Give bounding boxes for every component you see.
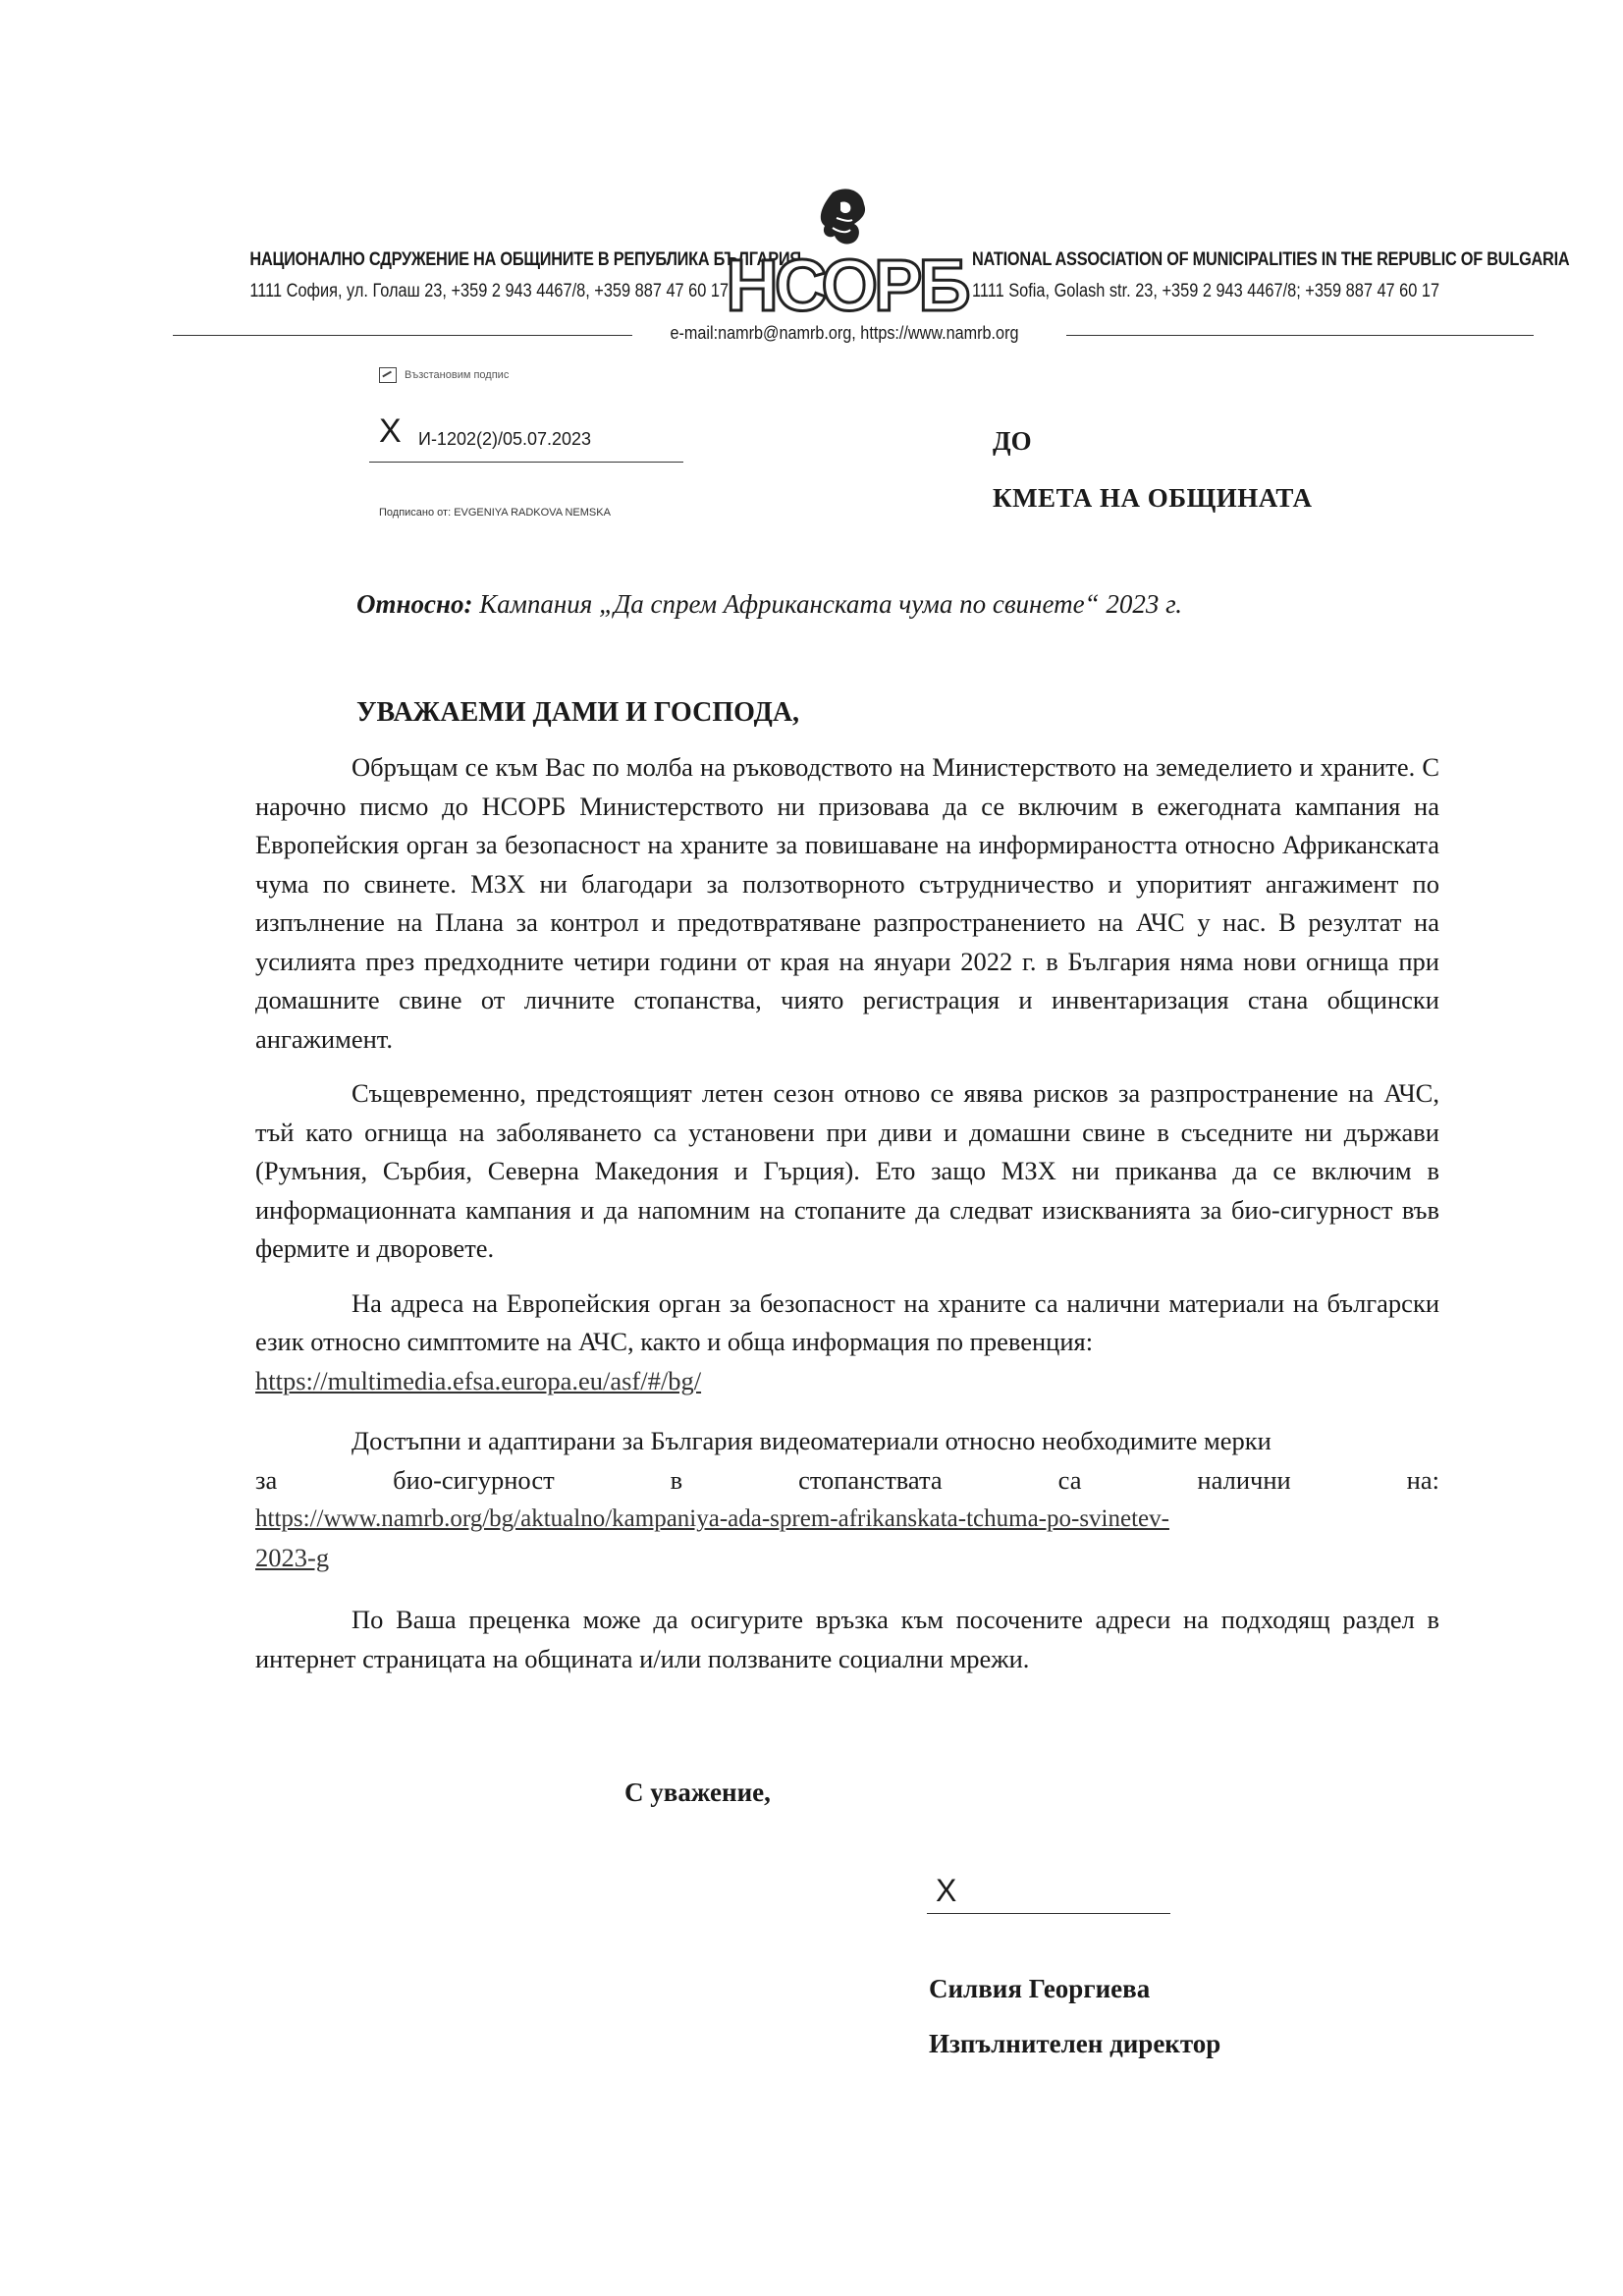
addressee-to: ДО xyxy=(993,426,1032,456)
paragraph-4: Достъпни и адаптирани за България видеоматериали относно необходимите мерки xyxy=(352,1426,1271,1455)
org-contacts: e-mail:namrb@namrb.org, https://www.namrb.org xyxy=(670,323,1019,343)
document-reference: И-1202(2)/05.07.2023 xyxy=(418,429,592,449)
org-address-en: 1111 Sofia, Golash str. 23, +359 2 943 4467/8; +359 887 47 60 17 xyxy=(972,281,1440,301)
p4-word: на: xyxy=(1406,1464,1439,1495)
efsa-link[interactable]: https://multimedia.efsa.europa.eu/asf/#/bg/ xyxy=(255,1365,702,1395)
org-name-bg: НАЦИОНАЛНО СДРУЖЕНИЕ НА ОБЩИНИТЕ В РЕПУБЛИКА БЪЛГАРИЯ xyxy=(249,249,801,270)
signature-caption: Възстановим подпис xyxy=(405,369,510,381)
p4-word: био-сигурност xyxy=(393,1464,555,1495)
subject-label: Относно: xyxy=(356,589,473,619)
lion-logo-icon xyxy=(726,185,967,326)
org-address-bg: 1111 София, ул. Голаш 23, +359 2 943 4467/8, +359 887 47 60 17 xyxy=(249,281,730,301)
svg-text:НСОРБ: НСОРБ xyxy=(726,245,967,326)
paragraph-5: По Ваша преценка може да осигурите връзка към посочените адреси на подходящ раздел в интернет страницата на общината и/или ползваните социални мрежи. xyxy=(255,1605,1439,1673)
letterhead-bg xyxy=(173,249,801,302)
p4-word: в xyxy=(670,1464,683,1495)
efsa-link-row xyxy=(255,1362,1439,1401)
signature-mark: X xyxy=(936,1873,957,1908)
p4-word: налични xyxy=(1197,1464,1291,1495)
org-logo xyxy=(726,185,967,326)
signature-mark: X xyxy=(379,412,402,450)
signer-name: Силвия Георгиева xyxy=(929,1974,1151,2003)
signed-by: Подписано от: EVGENIYA RADKOVA NEMSKA xyxy=(379,507,611,519)
p4-word: стопанствата xyxy=(798,1464,943,1495)
closing: С уважение, xyxy=(624,1777,771,1807)
signature-icon xyxy=(379,367,397,383)
subject-text: Кампания „Да спрем Африканската чума по свинете“ 2023 г. xyxy=(472,589,1182,619)
p4-word: за xyxy=(255,1464,278,1495)
letterhead-rule-left xyxy=(173,335,632,336)
namrb-link-line-2[interactable]: 2023-g xyxy=(255,1542,330,1572)
paragraph-2: Същевременно, предстоящият летен сезон отново се явява рисков за разпространение на АЧС, тъй като огнища на заболяването са установени при диви и домашни свине в съседните ни държави (Румъния, Сърбия, Северна Македония и Гърция). Ето защо МЗХ ни приканва да се включим в информационната кампания и да напомним на стопаните да следват изискванията за био-сигурност във фермите и дворовете. xyxy=(255,1078,1439,1263)
greeting: УВАЖАЕМИ ДАМИ И ГОСПОДА, xyxy=(356,697,800,728)
namrb-link[interactable] xyxy=(255,1500,1439,1577)
namrb-link-line-1[interactable]: https://www.namrb.org/bg/aktualno/kampaniya-ada-sprem-afrikanskata-tchuma-po-svinetev- xyxy=(255,1505,1169,1532)
org-name-en: NATIONAL ASSOCIATION OF MUNICIPALITIES IN THE REPUBLIC OF BULGARIA xyxy=(972,249,1570,270)
signature-line xyxy=(369,462,683,463)
p4-word: са xyxy=(1057,1464,1082,1495)
letter-body xyxy=(255,748,1439,1694)
paragraph-3 xyxy=(255,1285,1439,1362)
signer-title: Изпълнителен директор xyxy=(929,2029,1221,2058)
letterhead-rule-right xyxy=(1066,335,1534,336)
letterhead-en xyxy=(972,249,1570,302)
paragraph-3-text: На адреса на Европейския орган за безопасност на храните са налични материали на български език относно симптомите на АЧС, както и обща информация по превенция: xyxy=(255,1287,1439,1356)
signature-line xyxy=(927,1913,1170,1914)
digital-signature-caption-row xyxy=(379,367,703,383)
addressee-recipient: КМЕТА НА ОБЩИНАТА xyxy=(993,483,1313,513)
paragraph-4-spread-line xyxy=(255,1461,1439,1501)
paragraph-1: Обръщам се към Вас по молба на ръководството на Министерството на земеделието и храните. С нарочно писмо до НСОРБ Министерството ни призовава да се включим в ежегодната кампания на Европейския орган за безопасност на храните за повишаване на информираността относно Африканската чума по свинете. МЗХ ни благодари за ползотворното сътрудничество и упоритият ангажимент по изпълнение на Плана за контрол и предотвратяване разпространението на АЧС у нас. В резултат на усилията през предходните четири години от края на януари 2022 г. в България няма нови огнища при домашните свине от личните стопанства, чиято регистрация и инвентаризация стана общински ангажимент. xyxy=(255,752,1439,1054)
subject-line xyxy=(356,589,1182,620)
